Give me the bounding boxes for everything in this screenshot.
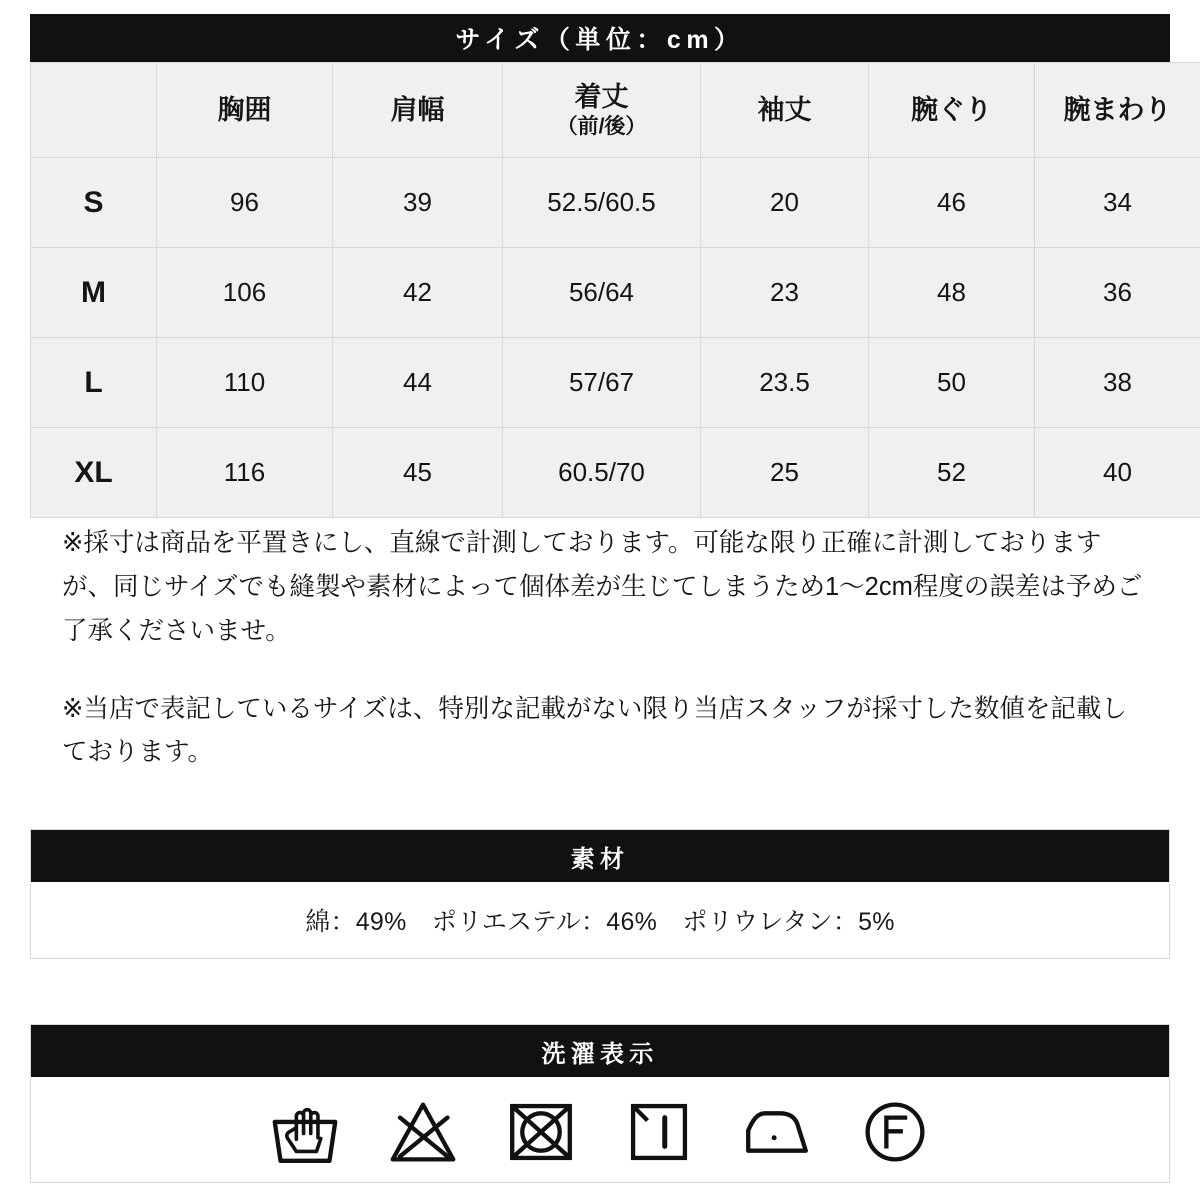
hand-wash-icon <box>269 1096 341 1168</box>
column-header-bust <box>157 63 333 158</box>
column-header-label: 袖丈 <box>757 94 812 125</box>
table-row <box>31 428 1200 518</box>
column-header-label: 着丈 <box>574 81 629 112</box>
cell-shoulder: 45 <box>333 428 503 518</box>
cell-bust: 106 <box>157 248 333 338</box>
cell-sleeve: 23.5 <box>701 338 869 428</box>
wash-care-icon-row <box>31 1077 1169 1182</box>
column-header-armcircumference <box>1035 63 1200 158</box>
column-header-label: 肩幅 <box>390 94 445 125</box>
cell-armcircumference: 38 <box>1035 338 1200 428</box>
column-header-label: 腕まわり <box>1063 94 1172 125</box>
table-row <box>31 338 1200 428</box>
cell-length: 52.5/60.5 <box>503 158 701 248</box>
row-header-size: S <box>31 158 157 248</box>
drip-dry-hang-icon <box>623 1096 695 1168</box>
size-table <box>30 62 1200 518</box>
no-bleach-icon <box>387 1096 459 1168</box>
table-header-row <box>31 63 1200 158</box>
dry-clean-f-icon <box>859 1096 931 1168</box>
cell-armhole: 50 <box>869 338 1035 428</box>
cell-shoulder: 39 <box>333 158 503 248</box>
cell-shoulder: 44 <box>333 338 503 428</box>
cell-length: 60.5/70 <box>503 428 701 518</box>
cell-armcircumference: 34 <box>1035 158 1200 248</box>
row-header-size: XL <box>31 428 157 518</box>
material-composition: 綿：49% ポリエステル：46% ポリウレタン：5% <box>305 908 895 936</box>
size-section-title: サイズ（単位：cm） <box>30 14 1170 62</box>
wash-care-section-title: 洗濯表示 <box>31 1025 1169 1077</box>
cell-bust: 110 <box>157 338 333 428</box>
cell-armcircumference: 36 <box>1035 248 1200 338</box>
cell-sleeve: 20 <box>701 158 869 248</box>
column-header-sublabel: （前/後） <box>556 114 647 138</box>
cell-armcircumference: 40 <box>1035 428 1200 518</box>
table-row <box>31 158 1200 248</box>
column-header-length <box>503 63 701 158</box>
column-header-armhole <box>869 63 1035 158</box>
material-section-title: 素材 <box>31 830 1169 882</box>
cell-shoulder: 42 <box>333 248 503 338</box>
no-tumble-dry-icon <box>505 1096 577 1168</box>
cell-armhole: 46 <box>869 158 1035 248</box>
notes-section <box>62 522 1147 809</box>
column-header-label: 腕ぐり <box>911 94 992 125</box>
table-row <box>31 248 1200 338</box>
cell-sleeve: 23 <box>701 248 869 338</box>
column-header-shoulder <box>333 63 503 158</box>
size-section <box>30 14 1170 518</box>
column-header-size <box>31 63 157 158</box>
cell-bust: 96 <box>157 158 333 248</box>
cell-armhole: 52 <box>869 428 1035 518</box>
cell-bust: 116 <box>157 428 333 518</box>
column-header-label: 胸囲 <box>217 94 272 125</box>
row-header-size: M <box>31 248 157 338</box>
cell-length: 57/67 <box>503 338 701 428</box>
row-header-size: L <box>31 338 157 428</box>
column-header-sleeve <box>701 63 869 158</box>
note-measurement: ※採寸は商品を平置きにし、直線で計測しております。可能な限り正確に計測しておりますが、同じサイズでも縫製や素材によって個体差が生じてしまうため1〜2cm程度の誤差は予めご了承くださいませ。 <box>62 529 1143 645</box>
note-staff-measured: ※当店で表記しているサイズは、特別な記載がない限り当店スタッフが採寸した数値を記載しております。 <box>62 694 1127 767</box>
wash-care-section <box>30 1024 1170 1183</box>
material-section <box>30 829 1170 959</box>
cell-sleeve: 25 <box>701 428 869 518</box>
cell-armhole: 48 <box>869 248 1035 338</box>
iron-low-icon <box>741 1096 813 1168</box>
cell-length: 56/64 <box>503 248 701 338</box>
